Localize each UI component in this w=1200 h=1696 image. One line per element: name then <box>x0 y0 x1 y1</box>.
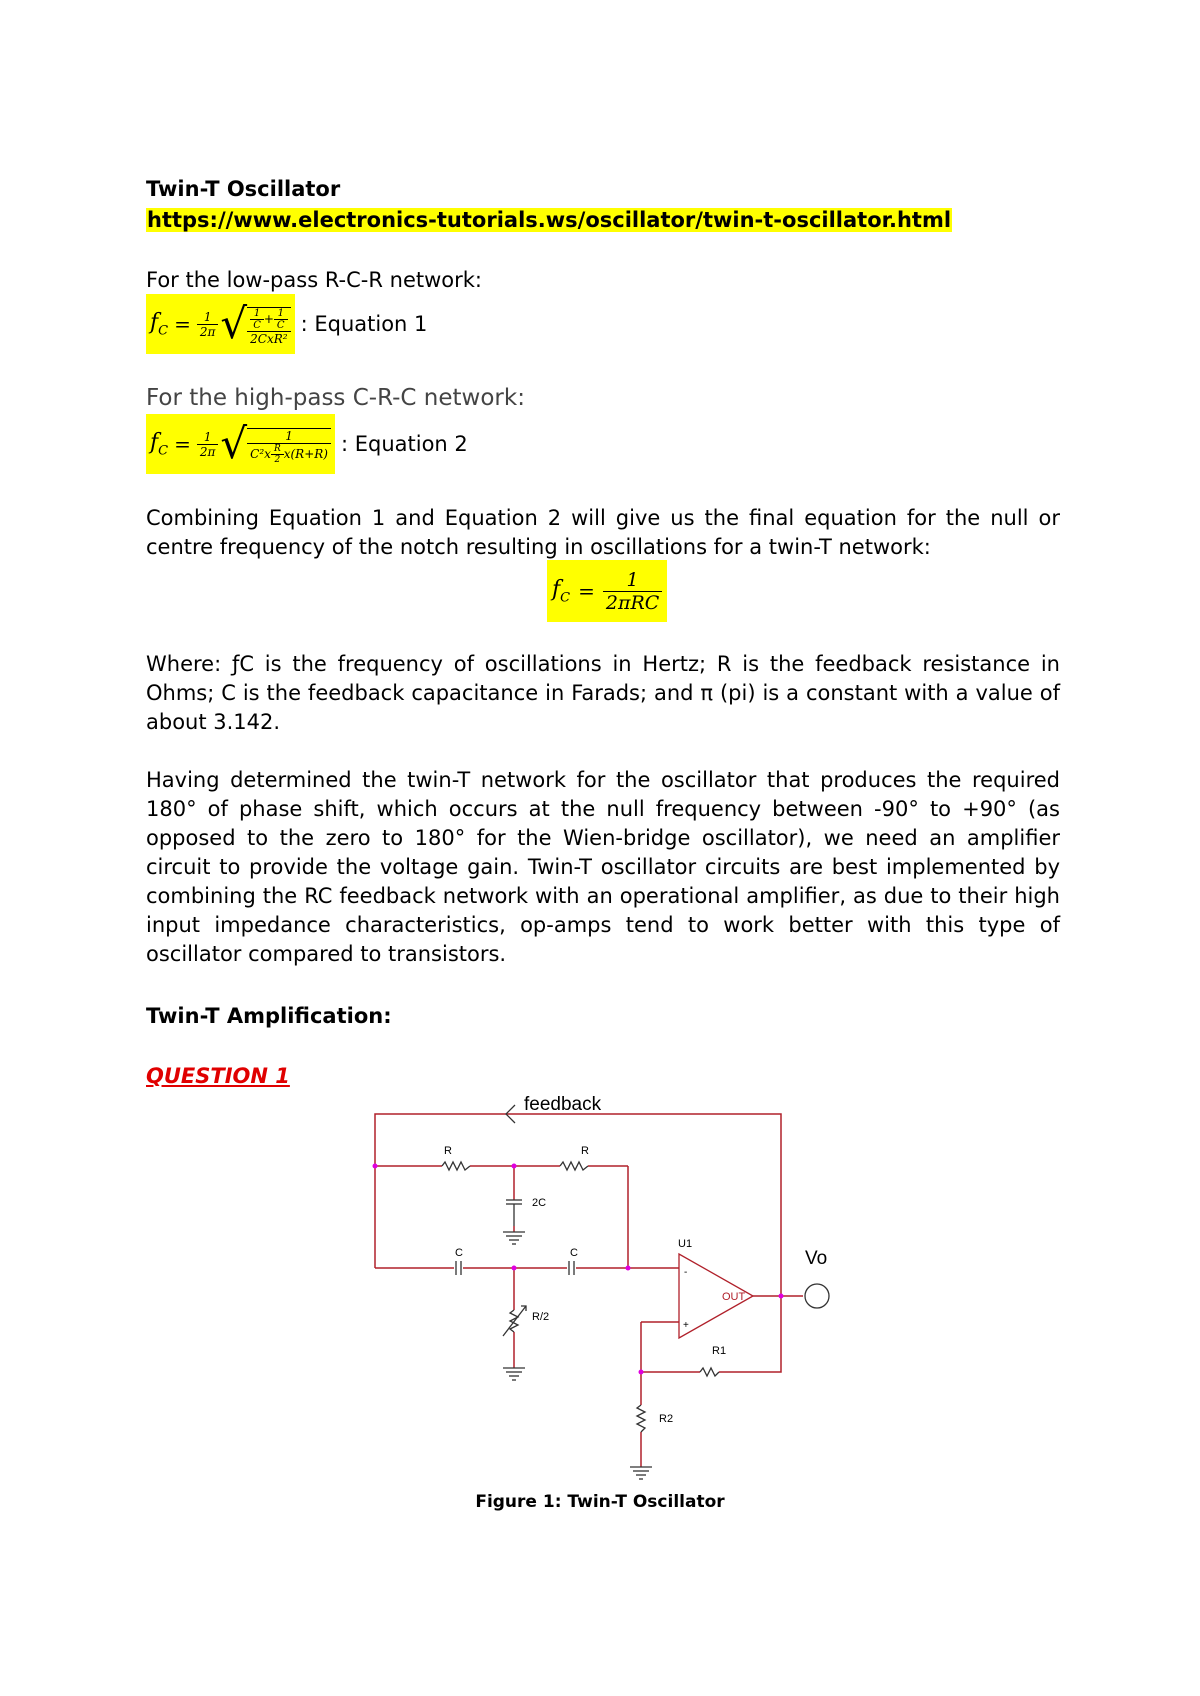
cap-2c-label: 2C <box>532 1197 547 1209</box>
opamp-plus-label: + <box>683 1320 689 1331</box>
resistor-r2 <box>637 1405 645 1432</box>
r-half-label: R/2 <box>532 1311 550 1323</box>
out-label: OUT <box>722 1291 746 1303</box>
output-terminal <box>805 1284 829 1308</box>
vo-label: Vo <box>805 1248 828 1269</box>
resistor-top-left <box>442 1162 470 1170</box>
lowpass-heading: For the low-pass R-C-R network: <box>146 268 482 292</box>
ground-r-half <box>503 1368 525 1380</box>
c-right-label: C <box>570 1247 578 1259</box>
r-top-left-label: R <box>444 1145 452 1157</box>
resistor-r1 <box>700 1368 719 1376</box>
feedback-label: feedback <box>524 1094 602 1115</box>
c-left-label: C <box>455 1247 463 1259</box>
combining-paragraph: Combining Equation 1 and Equation 2 will give us the final equation for the null or centre frequency of the notch resulting in oscillations for a twin-T network: <box>146 506 1060 559</box>
amplification-heading: Twin-T Amplification: <box>146 1004 392 1028</box>
r2-label: R2 <box>659 1413 674 1425</box>
document-title: Twin-T Oscillator <box>146 177 341 201</box>
circuit-components <box>442 1105 829 1479</box>
ground-r2 <box>630 1467 652 1479</box>
u1-label: U1 <box>678 1238 693 1250</box>
source-url[interactable]: https://www.electronics-tutorials.ws/oscillator/twin-t-oscillator.html <box>147 208 952 232</box>
question-1-label: QUESTION 1 <box>146 1064 290 1088</box>
r1-label: R1 <box>712 1345 727 1357</box>
ground-2c <box>503 1232 525 1244</box>
having-paragraph: Having determined the twin-T network for the oscillator that produces the required 180° of phase shift, which occurs at the null frequency between -90° to +90° (as opposed to the zero to 180° for the Wien-bridge oscillator), we need an amplifier circuit to provide the voltage gain. Twin-T oscillator circuits are best implemented by combining the RC feedback network with an operational amplifier, as due to their high input impedance characteristics, op-amps tend to work better with this type of oscillator compared to transistors. <box>146 768 1060 966</box>
figure-caption: Figure 1: Twin-T Oscillator <box>475 1492 725 1512</box>
highpass-heading: For the high-pass C-R-C network: <box>146 385 525 411</box>
equation-2-label: : Equation 2 <box>340 432 468 456</box>
equation-1-formula: $f_C$ = $\frac{1}{2\pi}$ √ $\frac{1}{C}$ + $\frac{1}{C}$ 2CxR² <box>146 294 295 354</box>
resistor-top-right <box>560 1162 588 1170</box>
equation-2-formula: $f_C$ = $\frac{1}{2\pi}$ √ 1 C²x $\frac{R}{2}$ x(R+R) <box>146 414 335 474</box>
equation-1-label: : Equation 1 <box>300 312 428 336</box>
circuit-junctions <box>373 1164 784 1375</box>
where-paragraph: Where: ƒC is the frequency of oscillations in Hertz; R is the feedback resistance in Ohms; C is the feedback capacitance in Farads; and π (pi) is a constant with a value of about 3.142. <box>146 652 1060 734</box>
r-top-right-label: R <box>581 1145 589 1157</box>
opamp-minus-label: - <box>684 1267 688 1278</box>
final-equation: $f_C$ = $\frac{1}{\text{2πRC}}$ <box>547 560 667 622</box>
